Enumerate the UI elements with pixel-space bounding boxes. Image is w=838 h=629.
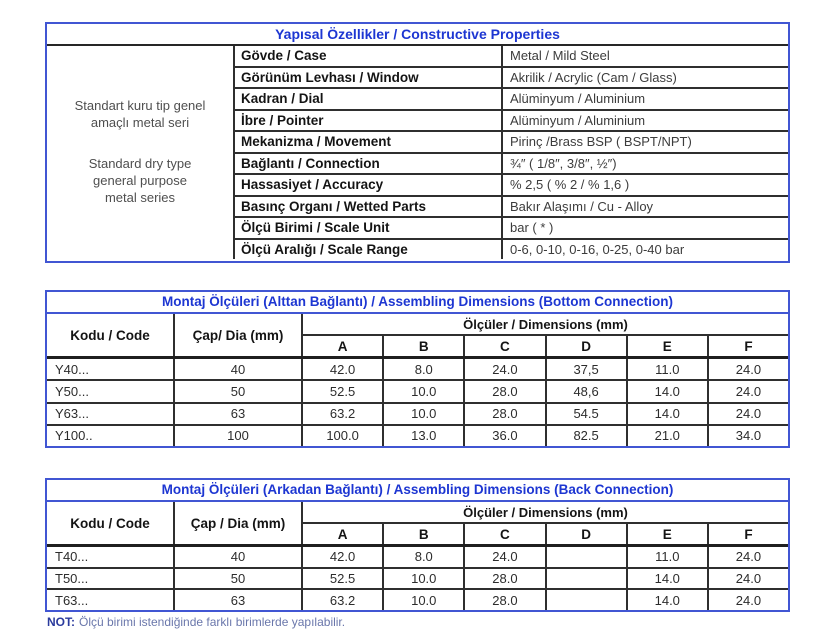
property-label: Basınç Organı / Wetted Parts (235, 197, 503, 217)
dim-a-cell: 63.2 (303, 404, 384, 424)
footnote (47, 615, 345, 629)
dim-e-cell: 11.0 (628, 547, 709, 567)
property-label: Ölçü Birimi / Scale Unit (235, 218, 503, 238)
col-header-e: E (628, 336, 709, 356)
dim-a-cell: 52.5 (303, 569, 384, 589)
dim-c-cell: 24.0 (465, 359, 546, 379)
property-label: Mekanizma / Movement (235, 132, 503, 152)
constructive-properties-table (45, 22, 790, 263)
dim-c-cell: 28.0 (465, 381, 546, 401)
table-row (235, 132, 788, 154)
code-cell: Y40... (47, 359, 175, 379)
property-label: Bağlantı / Connection (235, 154, 503, 174)
dim-b-cell: 10.0 (384, 590, 465, 610)
property-value: Alüminyum / Aluminium (510, 112, 646, 128)
dia-cell: 100 (175, 426, 303, 446)
dim-d-cell (547, 590, 628, 610)
dim-b-cell: 10.0 (384, 404, 465, 424)
constructive-table-body (47, 46, 788, 259)
table-row (47, 381, 788, 403)
series-description-english: Standard dry type general purpose metal series (88, 156, 192, 205)
dim-e-cell: 14.0 (628, 569, 709, 589)
col-header-b: B (384, 336, 465, 356)
code-cell: T50... (47, 569, 175, 589)
dim-f-cell: 24.0 (735, 361, 762, 377)
table-row (235, 154, 788, 176)
footnote-text: Ölçü birimi istendiğinde farklı birimlerde yapılabilir. (79, 615, 346, 629)
code-column-header: Kodu / Code (47, 314, 175, 356)
dim-f-cell: 24.0 (735, 383, 762, 399)
dim-c-cell: 28.0 (465, 404, 546, 424)
dim-c-cell: 28.0 (465, 590, 546, 610)
back-connection-table (45, 478, 790, 612)
dim-f-cell: 24.0 (735, 571, 762, 586)
code-cell: Y63... (47, 404, 175, 424)
code-cell: T63... (47, 590, 175, 610)
dim-e-cell: 21.0 (628, 426, 709, 446)
col-header-d: D (547, 524, 628, 544)
dim-f-cell: 34.0 (735, 428, 762, 444)
dim-c-cell: 28.0 (465, 569, 546, 589)
col-header-c: C (465, 336, 546, 356)
constructive-rows (235, 46, 788, 259)
table-row (47, 569, 788, 591)
col-header-f: F (744, 526, 753, 542)
dia-cell: 40 (175, 359, 303, 379)
property-label: Görünüm Levhası / Window (235, 68, 503, 88)
dim-a-cell: 42.0 (303, 547, 384, 567)
property-value: 0-6, 0-10, 0-16, 0-25, 0-40 bar (510, 241, 685, 257)
dim-a-cell: 63.2 (303, 590, 384, 610)
col-header-b: B (384, 524, 465, 544)
property-label: Kadran / Dial (235, 89, 503, 109)
back-connection-header (47, 502, 788, 547)
dimension-letter-headers (303, 524, 788, 544)
dimensions-header-group (303, 314, 788, 356)
code-cell: Y50... (47, 381, 175, 401)
property-label: Ölçü Aralığı / Scale Range (235, 240, 503, 260)
dia-cell: 63 (175, 404, 303, 424)
dimensions-header-group (303, 502, 788, 544)
property-value: Bakır Alaşımı / Cu - Alloy (510, 198, 654, 214)
bottom-connection-table (45, 290, 790, 448)
code-cell: Y100.. (47, 426, 175, 446)
series-description-turkish: Standart kuru tip genel amaçlı metal seri (74, 98, 206, 131)
dim-d-cell (547, 547, 628, 567)
col-header-d: D (547, 336, 628, 356)
table-row (235, 89, 788, 111)
dimension-letter-headers (303, 336, 788, 356)
dim-b-cell: 10.0 (384, 569, 465, 589)
dim-f-cell: 24.0 (735, 406, 762, 422)
dim-d-cell: 37,5 (547, 359, 628, 379)
dim-d-cell: 48,6 (547, 381, 628, 401)
dim-f-cell: 24.0 (735, 549, 762, 565)
property-label: Gövde / Case (235, 46, 503, 66)
dia-cell: 63 (175, 590, 303, 610)
dim-a-cell: 42.0 (303, 359, 384, 379)
dimensions-span-header: Ölçüler / Dimensions (mm) (303, 502, 788, 524)
col-header-a: A (303, 336, 384, 356)
table-row (235, 197, 788, 219)
dim-b-cell: 8.0 (384, 359, 465, 379)
dim-e-cell: 14.0 (628, 381, 709, 401)
dim-d-cell: 54.5 (547, 404, 628, 424)
bottom-connection-title: Montaj Ölçüleri (Alttan Bağlantı) / Assembling Dimensions (Bottom Connection) (47, 292, 788, 314)
back-connection-title: Montaj Ölçüleri (Arkadan Bağlantı) / Assembling Dimensions (Back Connection) (47, 480, 788, 502)
dim-d-cell: 82.5 (547, 426, 628, 446)
property-value: bar ( * ) (510, 220, 554, 236)
col-header-e: E (628, 524, 709, 544)
dim-a-cell: 100.0 (303, 426, 384, 446)
property-value: Metal / Mild Steel (510, 48, 610, 64)
bottom-connection-rows (47, 359, 788, 446)
property-value: Akrilik / Acrylic (Cam / Glass) (510, 69, 677, 85)
dia-cell: 50 (175, 381, 303, 401)
table-row (47, 547, 788, 569)
dia-cell: 40 (175, 547, 303, 567)
dim-c-cell: 36.0 (465, 426, 546, 446)
table-row (47, 404, 788, 426)
property-value: ¾″ ( 1/8″, 3/8″, ½″) (510, 155, 617, 171)
dim-a-cell: 52.5 (303, 381, 384, 401)
dim-d-cell (547, 569, 628, 589)
col-header-f: F (744, 338, 753, 354)
table-row (47, 359, 788, 381)
bottom-connection-header (47, 314, 788, 359)
dim-b-cell: 10.0 (384, 381, 465, 401)
property-value: Alüminyum / Aluminium (510, 91, 646, 107)
dim-b-cell: 8.0 (384, 547, 465, 567)
col-header-c: C (465, 524, 546, 544)
dim-f-cell: 24.0 (735, 592, 762, 608)
table-row (47, 426, 788, 446)
table-row (235, 240, 788, 260)
property-value: Pirinç /Brass BSP ( BSPT/NPT) (510, 134, 692, 150)
property-value: % 2,5 ( % 2 / % 1,6 ) (510, 177, 630, 193)
property-label: İbre / Pointer (235, 111, 503, 131)
code-column-header: Kodu / Code (47, 502, 175, 544)
dim-e-cell: 14.0 (628, 590, 709, 610)
table-row (235, 46, 788, 68)
dim-b-cell: 13.0 (384, 426, 465, 446)
code-cell: T40... (47, 547, 175, 567)
table-row (235, 218, 788, 240)
dia-column-header: Çap/ Dia (mm) (175, 314, 303, 356)
table-row (235, 175, 788, 197)
property-label: Hassasiyet / Accuracy (235, 175, 503, 195)
table-row (235, 68, 788, 90)
col-header-a: A (303, 524, 384, 544)
constructive-table-title: Yapısal Özellikler / Constructive Properties (47, 24, 788, 46)
table-row (47, 590, 788, 610)
dia-column-header: Çap / Dia (mm) (175, 502, 303, 544)
series-description-cell (47, 46, 235, 259)
dim-c-cell: 24.0 (465, 547, 546, 567)
dim-e-cell: 11.0 (628, 359, 709, 379)
table-row (235, 111, 788, 133)
dia-cell: 50 (175, 569, 303, 589)
footnote-label: NOT: (47, 615, 75, 629)
dim-e-cell: 14.0 (628, 404, 709, 424)
back-connection-rows (47, 547, 788, 610)
dimensions-span-header: Ölçüler / Dimensions (mm) (303, 314, 788, 336)
